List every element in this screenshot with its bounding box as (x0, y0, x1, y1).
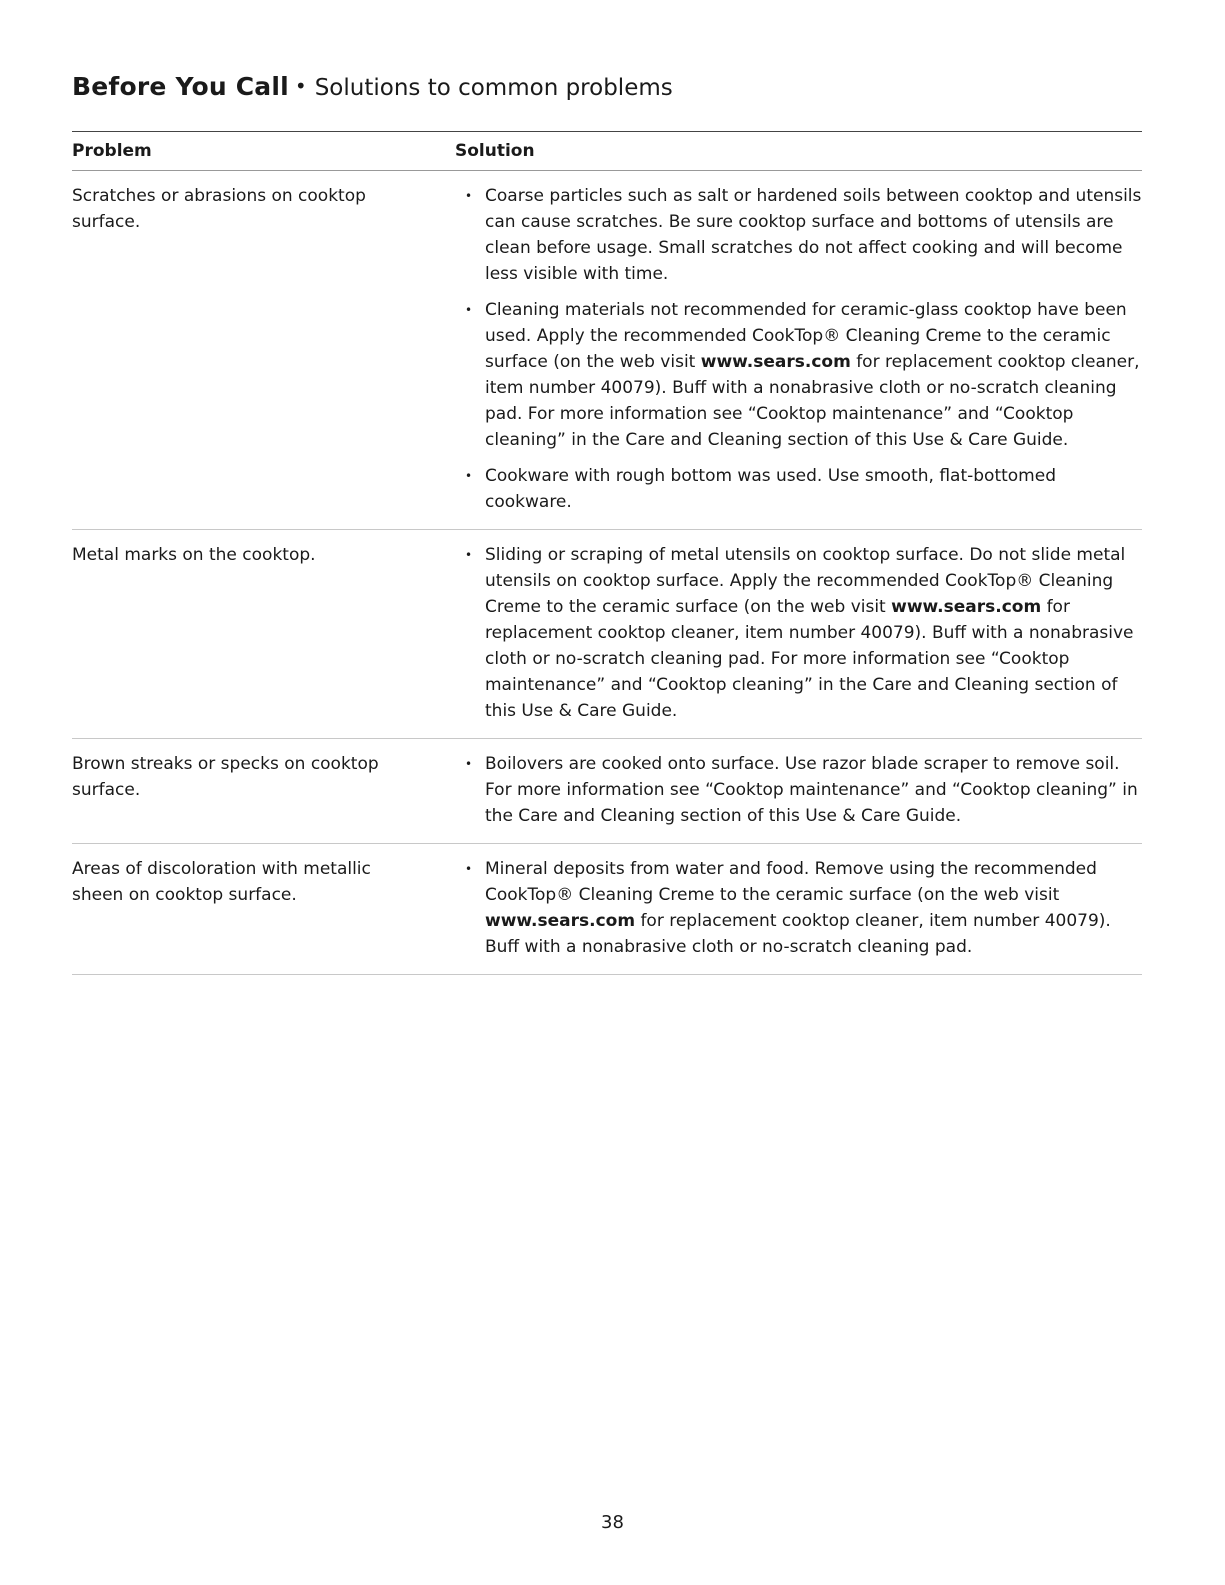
solution-item (455, 542, 1142, 724)
bullet-icon: • (465, 303, 473, 317)
sears-website-link[interactable]: www.sears.com (700, 352, 851, 372)
problem-cell: Scratches or abrasions on cooktop surface. (72, 186, 366, 232)
solution-text: Boilovers are cooked onto surface. Use razor blade scraper to remove soil. For more information see “Cooktop maintenance” and “Cooktop cleaning” in the Care and Cleaning section of this Use & Care Guide. (485, 754, 1138, 826)
solution-cell (455, 751, 1142, 829)
page-number: 38 (601, 1512, 624, 1533)
solution-text-continued: for replacement cooktop cleaner, item number 40079). Buff with a nonabrasive cloth or no-scratch cleaning pad. (485, 911, 1111, 957)
bullet-icon: • (465, 469, 473, 483)
table-row (72, 739, 1142, 844)
problem-cell: Brown streaks or specks on cooktop surface. (72, 754, 379, 800)
solution-text: Sliding or scraping of metal utensils on cooktop surface. Do not slide metal utensils on cooktop surface. Apply the recommended CookTop® Cleaning Creme to the ceramic surface (on the web visit (485, 545, 1126, 617)
solution-text-continued: for replacement cooktop cleaner, item number 40079). Buff with a nonabrasive cloth or no-scratch cleaning pad. For more information see “Cooktop maintenance” and “Cooktop cleaning” in the Care and Cleaning section of this Use & Care Guide. (485, 597, 1134, 721)
column-header-solution: Solution (455, 141, 535, 161)
solution-text: Mineral deposits from water and food. Remove using the recommended CookTop® Cleaning Creme to the ceramic surface (on the web visit (485, 859, 1097, 905)
table-body (72, 171, 1142, 975)
solution-item (455, 751, 1142, 829)
table-row (72, 530, 1142, 739)
solution-text: Coarse particles such as salt or hardened soils between cooktop and utensils can cause scratches. Be sure cooktop surface and bottoms of utensils are clean before usage. Small scratches do not affect cooking and will become less visible with time. (485, 186, 1142, 284)
problem-cell: Areas of discoloration with metallic sheen on cooktop surface. (72, 859, 371, 905)
bullet-icon: • (465, 757, 473, 771)
solution-cell (455, 542, 1142, 724)
solution-cell (455, 183, 1142, 515)
column-header-problem: Problem (72, 141, 152, 161)
table-header (72, 132, 1142, 171)
title-separator: • (294, 74, 307, 98)
page-title (72, 72, 673, 101)
bullet-icon: • (465, 189, 473, 203)
sears-website-link[interactable]: www.sears.com (891, 597, 1042, 617)
solution-item (455, 856, 1142, 960)
solution-cell (455, 856, 1142, 960)
sears-website-link[interactable]: www.sears.com (485, 911, 636, 931)
solution-item (455, 463, 1142, 515)
page-title-main: Before You Call (72, 72, 289, 101)
table-row (72, 844, 1142, 975)
solution-text: Cookware with rough bottom was used. Use smooth, flat-bottomed cookware. (485, 466, 1056, 512)
problem-cell: Metal marks on the cooktop. (72, 545, 316, 565)
bullet-icon: • (465, 548, 473, 562)
page-subtitle: Solutions to common problems (314, 75, 673, 101)
troubleshooting-table (72, 131, 1142, 975)
table-row (72, 171, 1142, 530)
solution-text-continued: for replacement cooktop cleaner, item number 40079). Buff with a nonabrasive cloth or no-scratch cleaning pad. For more information see “Cooktop maintenance” and “Cooktop cleaning” in the Care and Cleaning section of this Use & Care Guide. (485, 352, 1140, 450)
solution-item (455, 297, 1142, 453)
solution-text: Cleaning materials not recommended for ceramic-glass cooktop have been used. Apply the recommended CookTop® Cleaning Creme to the ceramic surface (on the web visit (485, 300, 1127, 372)
solution-item (455, 183, 1142, 287)
bullet-icon: • (465, 862, 473, 876)
